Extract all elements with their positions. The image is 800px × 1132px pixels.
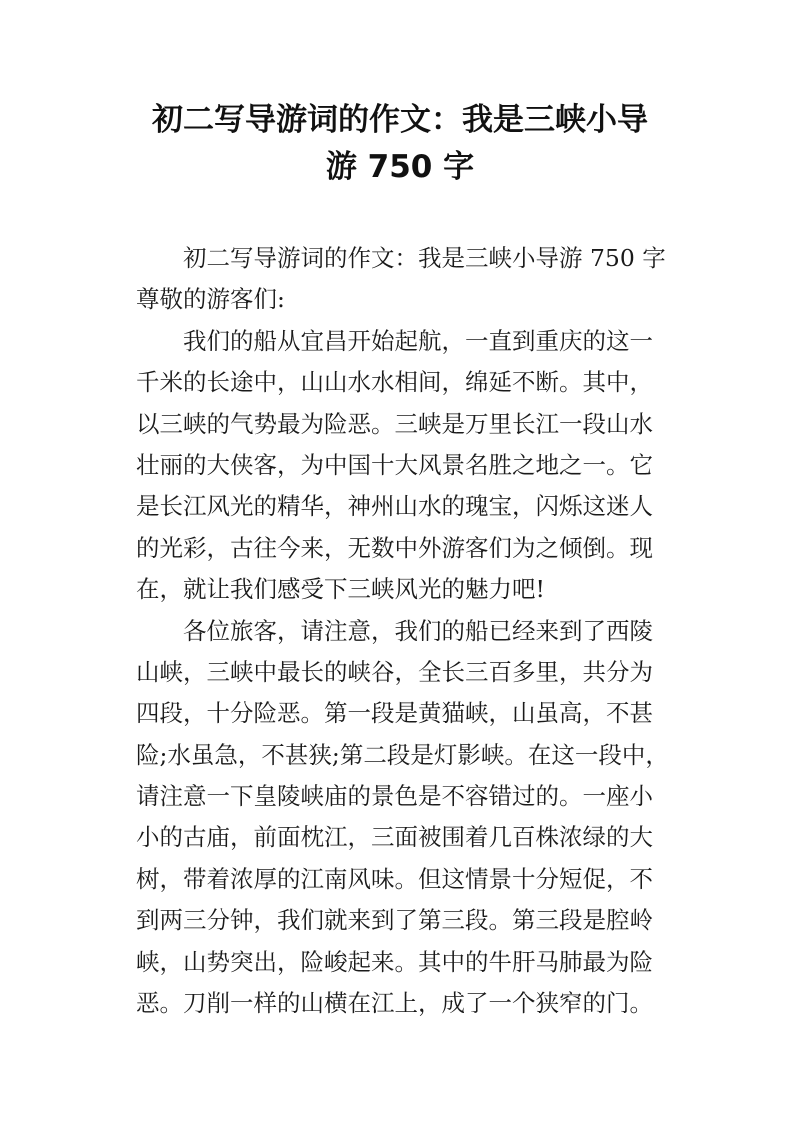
body-text-line: 的光彩，古往今来，无数中外游客们为之倾倒。现 xyxy=(136,533,653,562)
body-text-line: 四段，十分险恶。第一段是黄猫峡，山虽高，不甚 xyxy=(136,699,653,728)
body-text-line: 以三峡的气势最为险恶。三峡是万里长江一段山水 xyxy=(136,409,653,438)
body-text-line: 恶。刀削一样的山横在江上，成了一个狭窄的门。 xyxy=(136,989,653,1018)
body-text-line: 山峡，三峡中最长的峡谷，全长三百多里，共分为 xyxy=(136,657,653,686)
body-text-line: 小的古庙，前面枕江，三面被围着几百株浓绿的大 xyxy=(136,823,653,852)
document-title xyxy=(100,97,700,191)
body-text-line: 请注意一下皇陵峡庙的景色是不容错过的。一座小 xyxy=(136,782,653,811)
body-text-line: 在，就让我们感受下三峡风光的魅力吧! xyxy=(136,575,545,604)
body-text-line: 树，带着浓厚的江南风味。但这情景十分短促，不 xyxy=(136,864,653,893)
body-text-line: 壮丽的大侠客，为中国十大风景名胜之地之一。它 xyxy=(136,450,653,479)
body-text-line: 初二写导游词的作文：我是三峡小导游 750 字 xyxy=(183,244,666,272)
body-text-line: 各位旅客，请注意，我们的船已经来到了西陵 xyxy=(183,616,653,645)
title-line-1: 初二写导游词的作文：我是三峡小导 xyxy=(152,102,648,138)
body-text-line: 险;水虽急，不甚狭;第二段是灯影峡。在这一段中， xyxy=(136,740,669,769)
body-text-line: 我们的船从宜昌开始起航，一直到重庆的这一 xyxy=(183,326,653,355)
body-text-line: 是长江风光的精华，神州山水的瑰宝，闪烁这迷人 xyxy=(136,492,653,521)
body-text-line: 千米的长途中，山山水水相间，绵延不断。其中， xyxy=(136,368,653,397)
document-body xyxy=(136,238,669,1024)
title-line-2: 游 750 字 xyxy=(325,149,475,185)
body-text-line: 峡，山势突出，险峻起来。其中的牛肝马肺最为险 xyxy=(136,947,653,976)
body-text-line: 到两三分钟，我们就来到了第三段。第三段是腔岭 xyxy=(136,906,653,935)
body-text-line: 尊敬的游客们: xyxy=(136,285,285,314)
